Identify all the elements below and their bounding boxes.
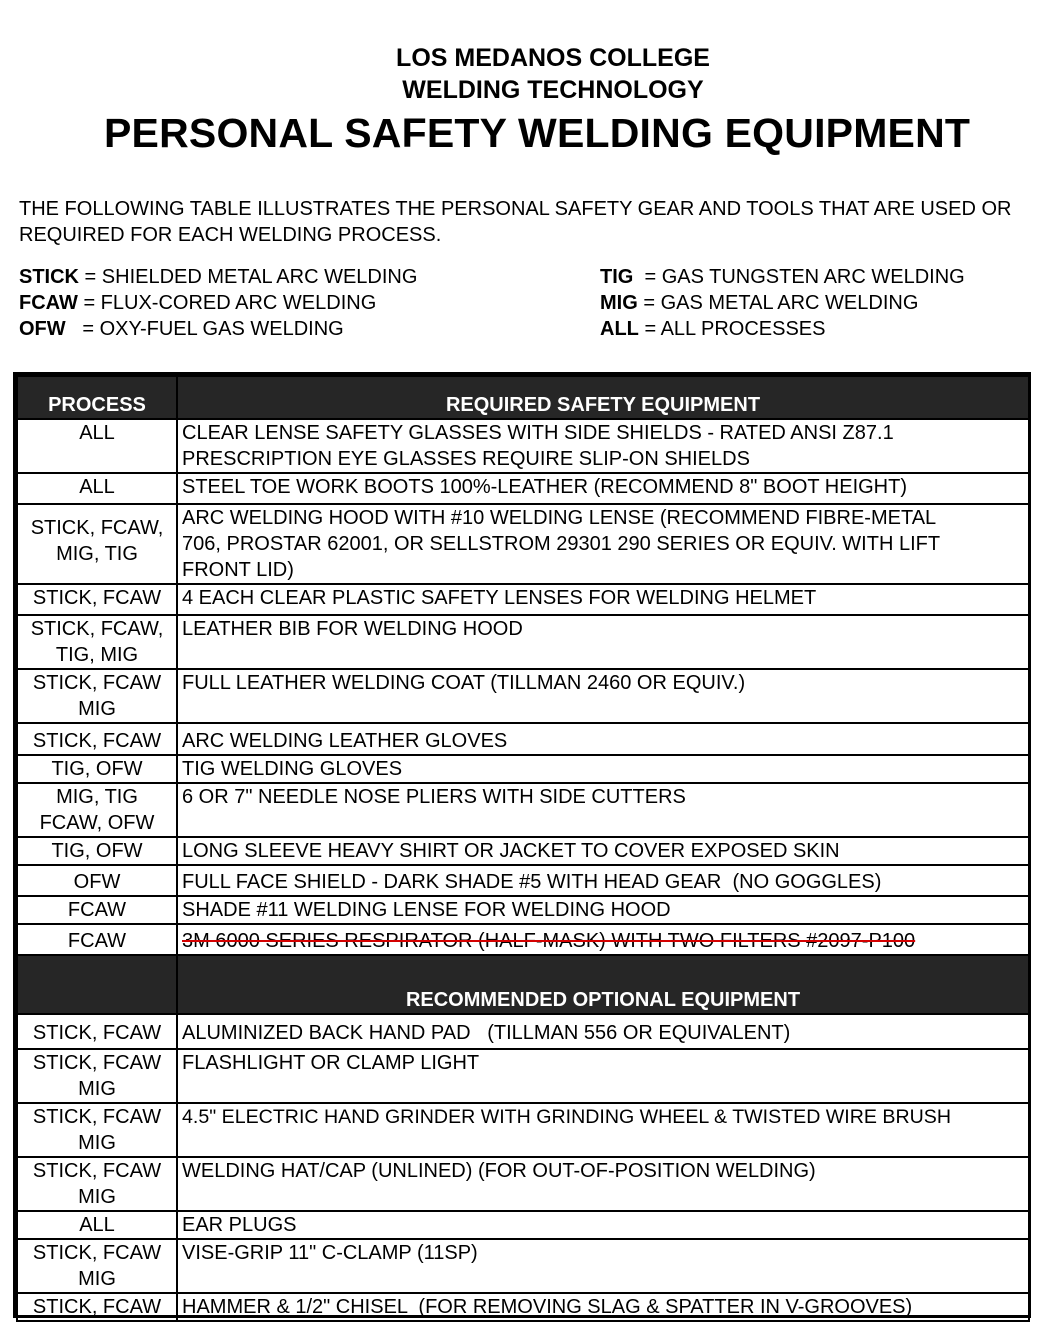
process-cell: STICK, FCAW MIG — [17, 1049, 177, 1103]
equipment-cell: ARC WELDING LEATHER GLOVES — [177, 723, 1029, 755]
process-cell: ALL — [17, 1211, 177, 1239]
equipment-cell: FULL LEATHER WELDING COAT (TILLMAN 2460 OR EQUIV.) — [177, 669, 1029, 723]
process-cell: FCAW — [17, 924, 177, 955]
equipment-cell: FULL FACE SHIELD - DARK SHADE #5 WITH HEAD GEAR (NO GOGGLES) — [177, 865, 1029, 896]
equipment-cell: WELDING HAT/CAP (UNLINED) (FOR OUT-OF-POSITION WELDING) — [177, 1157, 1029, 1211]
table-row — [17, 837, 1029, 865]
process-cell: STICK, FCAW MIG — [17, 669, 177, 723]
college-name: LOS MEDANOS COLLEGE — [396, 44, 710, 72]
equipment-cell: SHADE #11 WELDING LENSE FOR WELDING HOOD — [177, 896, 1029, 924]
required-equipment-header: REQUIRED SAFETY EQUIPMENT — [177, 376, 1029, 419]
legend-tig — [600, 264, 965, 290]
table-row — [17, 783, 1029, 837]
table-row — [17, 473, 1029, 504]
table-row — [17, 865, 1029, 896]
legend-ofw — [19, 316, 344, 342]
table-row — [17, 669, 1029, 723]
legend-tig-abbr: TIG — [600, 266, 634, 288]
process-cell: STICK, FCAW MIG — [17, 1157, 177, 1211]
required-header-row — [17, 376, 1029, 419]
equipment-cell: CLEAR LENSE SAFETY GLASSES WITH SIDE SHIELDS - RATED ANSI Z87.1 PRESCRIPTION EYE GLASSES REQUIRE SLIP-ON SHIELDS — [177, 419, 1029, 473]
equipment-cell: EAR PLUGS — [177, 1211, 1029, 1239]
equipment-cell: STEEL TOE WORK BOOTS 100%-LEATHER (RECOMMEND 8" BOOT HEIGHT) — [177, 473, 1029, 504]
equipment-cell — [177, 924, 1029, 955]
intro-text: THE FOLLOWING TABLE ILLUSTRATES THE PERSONAL SAFETY GEAR AND TOOLS THAT ARE USED OR REQUIRED FOR EACH WELDING PROCESS. — [19, 198, 1012, 246]
process-cell: STICK, FCAW — [17, 1014, 177, 1049]
table-row — [17, 1239, 1029, 1293]
legend-all-abbr: ALL — [600, 318, 639, 340]
table-row — [17, 896, 1029, 924]
legend-mig-abbr: MIG — [600, 292, 638, 314]
equipment-cell: ARC WELDING HOOD WITH #10 WELDING LENSE (RECOMMEND FIBRE-METAL 706, PROSTAR 62001, OR SELLSTROM 29301 290 SERIES OR EQUIV. WITH LIFT FRONT LID) — [177, 504, 1029, 584]
process-cell: STICK, FCAW — [17, 723, 177, 755]
legend-stick — [19, 264, 417, 290]
process-cell: MIG, TIG FCAW, OFW — [17, 783, 177, 837]
page-title: PERSONAL SAFETY WELDING EQUIPMENT — [104, 110, 971, 156]
process-cell: STICK, FCAW — [17, 1293, 177, 1321]
equipment-cell: FLASHLIGHT OR CLAMP LIGHT — [177, 1049, 1029, 1103]
equipment-cell: 6 OR 7" NEEDLE NOSE PLIERS WITH SIDE CUTTERS — [177, 783, 1029, 837]
equipment-cell: LEATHER BIB FOR WELDING HOOD — [177, 615, 1029, 669]
legend-mig-def: = GAS METAL ARC WELDING — [637, 292, 919, 314]
process-column-header: PROCESS — [17, 376, 177, 419]
legend-fcaw-def: = FLUX-CORED ARC WELDING — [77, 292, 377, 314]
table-row — [17, 1049, 1029, 1103]
legend-fcaw-abbr: FCAW — [19, 292, 78, 314]
legend-stick-def: = SHIELDED METAL ARC WELDING — [79, 266, 418, 288]
equipment-table — [13, 372, 1031, 1318]
legend-tig-def: = GAS TUNGSTEN ARC WELDING — [633, 266, 965, 288]
process-cell: FCAW — [17, 896, 177, 924]
process-cell: TIG, OFW — [17, 837, 177, 865]
equipment-cell: VISE-GRIP 11" C-CLAMP (11SP) — [177, 1239, 1029, 1293]
table-row — [17, 1157, 1029, 1211]
optional-header-row — [17, 955, 1029, 1014]
table-row — [17, 1211, 1029, 1239]
legend-ofw-abbr: OFW — [19, 318, 66, 340]
equipment-cell: 4.5" ELECTRIC HAND GRINDER WITH GRINDING WHEEL & TWISTED WIRE BRUSH — [177, 1103, 1029, 1157]
legend-mig — [600, 290, 918, 316]
table-row — [17, 419, 1029, 473]
equipment-cell: ALUMINIZED BACK HAND PAD (TILLMAN 556 OR EQUIVALENT) — [177, 1014, 1029, 1049]
struck-equipment-text: 3M 6000 SERIES RESPIRATOR (HALF-MASK) WITH TWO FILTERS #2097-P100 — [182, 930, 916, 952]
optional-equipment-header: RECOMMENDED OPTIONAL EQUIPMENT — [177, 955, 1029, 1014]
process-cell: TIG, OFW — [17, 755, 177, 783]
table-row — [17, 1293, 1029, 1321]
process-cell: STICK, FCAW, MIG, TIG — [17, 504, 177, 584]
legend-all-def: = ALL PROCESSES — [638, 318, 826, 340]
table-row — [17, 1014, 1029, 1049]
table-row — [17, 1103, 1029, 1157]
table-row — [17, 723, 1029, 755]
table-row — [17, 504, 1029, 584]
equipment-cell: HAMMER & 1/2" CHISEL (FOR REMOVING SLAG & SPATTER IN V-GROOVES) — [177, 1293, 1029, 1321]
table-row — [17, 755, 1029, 783]
equipment-cell: TIG WELDING GLOVES — [177, 755, 1029, 783]
process-cell: ALL — [17, 473, 177, 504]
legend-fcaw — [19, 290, 376, 316]
process-cell: ALL — [17, 419, 177, 473]
process-cell: STICK, FCAW MIG — [17, 1103, 177, 1157]
process-cell: STICK, FCAW, TIG, MIG — [17, 615, 177, 669]
legend-stick-abbr: STICK — [19, 266, 79, 288]
optional-process-header-blank — [17, 955, 177, 1014]
table-row — [17, 924, 1029, 955]
process-cell: STICK, FCAW — [17, 584, 177, 615]
table-row — [17, 584, 1029, 615]
legend-ofw-def: = OXY-FUEL GAS WELDING — [65, 318, 344, 340]
equipment-cell: 4 EACH CLEAR PLASTIC SAFETY LENSES FOR WELDING HELMET — [177, 584, 1029, 615]
department-name: WELDING TECHNOLOGY — [402, 76, 704, 104]
table-row — [17, 615, 1029, 669]
process-cell: OFW — [17, 865, 177, 896]
process-cell: STICK, FCAW MIG — [17, 1239, 177, 1293]
legend-all — [600, 316, 825, 342]
equipment-cell: LONG SLEEVE HEAVY SHIRT OR JACKET TO COVER EXPOSED SKIN — [177, 837, 1029, 865]
